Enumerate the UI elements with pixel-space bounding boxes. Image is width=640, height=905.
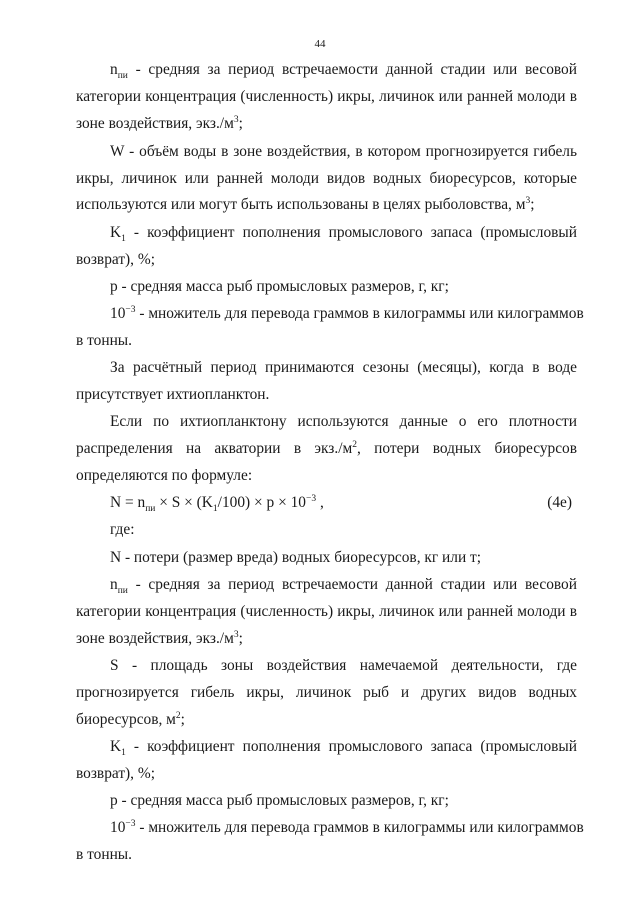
paragraph-k1-line1: $K_1$ - коэффициент пополнения промыслового запаса (промысловый xyxy=(110,224,577,245)
where-label: где: xyxy=(110,521,135,538)
paragraph-w-line3: используются или могут быть использованы в целях рыболовства, $м^3$; xyxy=(76,195,535,213)
paragraph-npi-line2: категории концентрация (численность) икры, личинок или ранней молоди в xyxy=(76,88,577,105)
paragraph-k1b-line1: $K_1$ - коэффициент пополнения промыслового запаса (промысловый xyxy=(110,738,577,759)
paragraph-p-line1: р - средняя масса рыб промысловых размеров, г, кг; xyxy=(110,278,449,295)
paragraph-multiplier2-line1: $10^{-3}$ - множитель для перевода граммов в килограммы или килограммов xyxy=(110,818,584,836)
paragraph-k1-line2: возврат), %; xyxy=(76,251,155,268)
paragraph-w-line1: W - объём воды в зоне воздействия, в котором прогнозируется гибель xyxy=(110,143,577,160)
paragraph-period-line1: За расчётный период принимаются сезоны (месяцы), когда в воде xyxy=(110,359,577,376)
paragraph-multiplier-line1: $10^{-3}$ - множитель для перевода граммов в килограммы или килограммов xyxy=(110,304,584,322)
paragraph-s-line1: S - площадь зоны воздействия намечаемой деятельности, где xyxy=(110,657,577,674)
formula-number: (4е) xyxy=(547,494,572,511)
paragraph-npi-line1: $n_{пи}$ - средняя за период встречаемости данной стадии или весовой xyxy=(110,61,577,82)
paragraph-p2-line1: р - средняя масса рыб промысловых размеров, г, кг; xyxy=(110,792,449,809)
paragraph-npi2-line1: $n_{пи}$ - средняя за период встречаемости данной стадии или весовой xyxy=(110,576,577,597)
paragraph-period-line2: присутствует ихтиопланктон. xyxy=(76,386,270,403)
paragraph-density-line1: Если по ихтиопланктону используются данные о его плотности xyxy=(110,413,577,430)
page-number: 44 xyxy=(314,38,326,50)
paragraph-s-line2: прогнозируется гибель икры, личинок рыб и других видов водных xyxy=(76,684,577,701)
paragraph-npi2-line2: категории концентрация (численность) икры, личинок или ранней молоди в xyxy=(76,603,577,620)
paragraph-density-line2: распределения на акватории в $экз./м^2$, потери водных биоресурсов xyxy=(76,439,578,457)
paragraph-k1b-line2: возврат), %; xyxy=(76,765,155,782)
paragraph-multiplier-line2: в тонны. xyxy=(76,332,132,349)
paragraph-w-line2: икры, личинок или ранней молоди видов водных биоресурсов, которые xyxy=(76,170,577,187)
paragraph-multiplier2-line2: в тонны. xyxy=(76,846,132,863)
paragraph-s-line3: биоресурсов, $м^2$; xyxy=(76,710,185,728)
paragraph-density-line3: определяются по формуле: xyxy=(76,467,253,484)
paragraph-npi-line3: зоне воздействия, $экз./м^3$; xyxy=(76,114,243,132)
paragraph-n-line1: N - потери (размер вреда) водных биоресурсов, кг или т; xyxy=(110,549,482,566)
formula-4e: $N = n_{пи} \times S \times (K_1/100) \times р \times 10^{-3}$ , xyxy=(110,493,324,515)
paragraph-npi2-line3: зоне воздействия, $экз./м^3$; xyxy=(76,629,243,647)
